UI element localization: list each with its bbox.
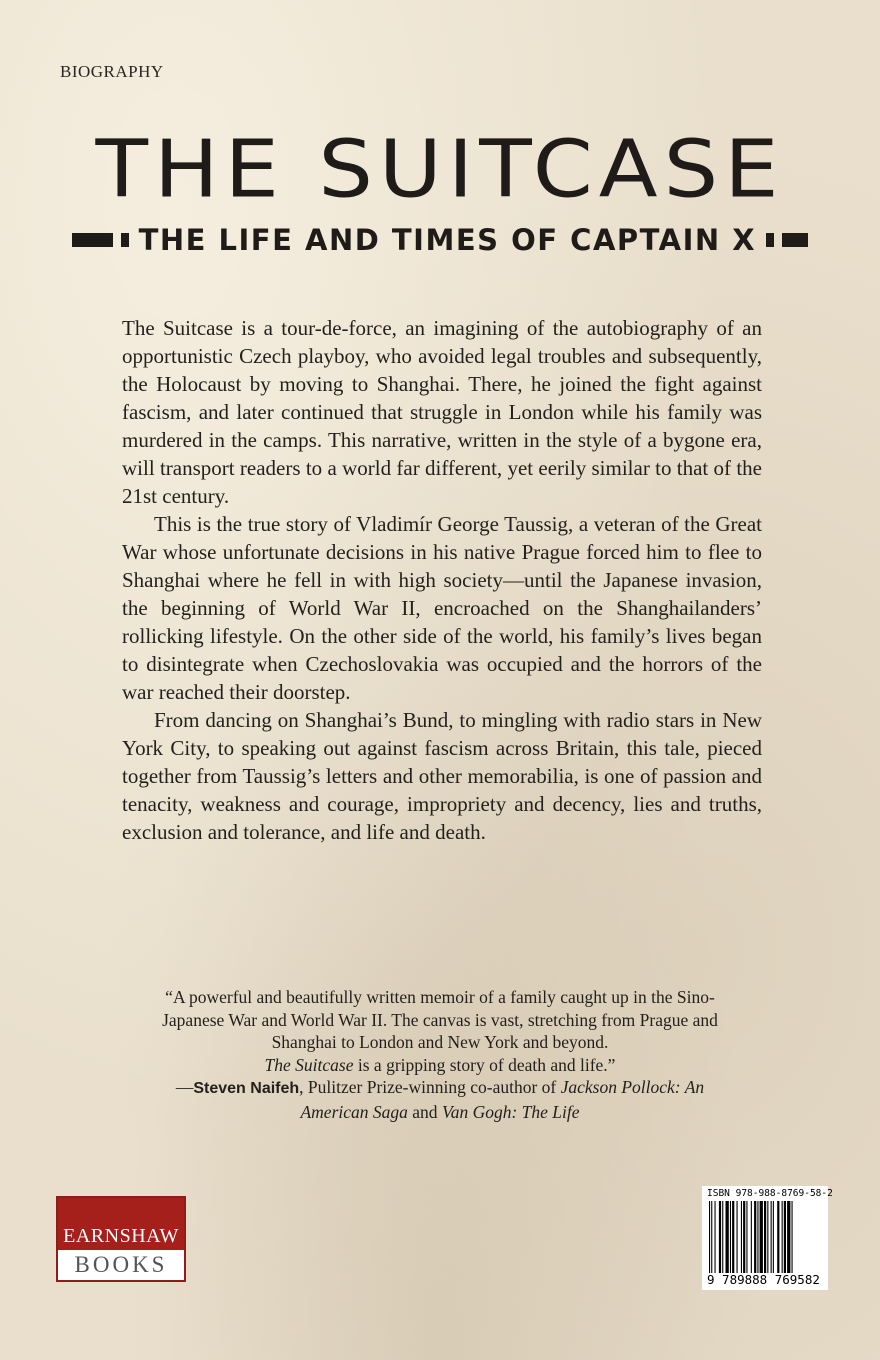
isbn-label: ISBN 978-988-8769-58-2	[707, 1188, 833, 1199]
endorsement-quote	[140, 986, 740, 1123]
publisher-name-top: EARNSHAW	[58, 1198, 184, 1250]
blurb-paragraph: This is the true story of Vladimír George Taussig, a veteran of the Great War whose unfortunate decisions in his native Prague forced him to flee to Shanghai where he fell in with high society—until the Japanese invasion, the beginning of World War II, encroached on the Shanghailanders’ rollicking lifestyle. On the other side of the world, his family’s lives began to disintegrate when Czechoslovakia was occupied and the horrors of the war reached their doorstep.	[122, 512, 762, 704]
blurb-paragraph: From dancing on Shanghai’s Bund, to mingling with radio stars in New York City, to speaking out against fascism across Britain, this tale, pieced together from Taussig’s letters and other memorabilia, is one of passion and tenacity, weakness and courage, impropriety and decency, lies and truths, exclusion and tolerance, and life and death.	[122, 708, 762, 844]
publisher-name-bottom: BOOKS	[74, 1252, 168, 1277]
barcode-digits: 9 789888 769582	[707, 1272, 820, 1287]
endorser-credential: , Pulitzer Prize-winning co-author of	[299, 1077, 561, 1097]
book-subtitle: THE LIFE AND TIMES OF CAPTAIN X	[138, 223, 757, 257]
attribution-dash: —	[175, 1077, 194, 1097]
quote-text: “A powerful and beautifully written memoir of a family caught up in the Sino-Japanese War and World War II. The canvas is vast, stretching from Prague and Shanghai to London and New York and beyond.	[162, 987, 718, 1052]
category-label: BIOGRAPHY	[60, 62, 164, 81]
blurb	[122, 314, 762, 846]
decorative-bar-right	[782, 233, 808, 247]
decorative-bar-left-small	[121, 233, 128, 247]
isbn-barcode	[702, 1186, 833, 1290]
decorative-bar-right-small	[766, 233, 773, 247]
barcode-bars-icon	[707, 1201, 823, 1273]
endorser-name: Steven Naifeh	[193, 1080, 300, 1097]
publisher-logo	[56, 1196, 186, 1282]
endorser-book-1: Jackson Pollock: An American Saga	[300, 1077, 705, 1122]
subtitle-row	[72, 222, 808, 258]
conjunction: and	[407, 1101, 442, 1122]
quote-book-title: The Suitcase	[264, 1054, 354, 1075]
quote-text-end: is a gripping story of death and life.”	[353, 1054, 616, 1075]
book-title: THE SUITCASE	[95, 124, 785, 216]
endorser-book-2: Van Gogh: The Life	[441, 1101, 580, 1122]
blurb-paragraph: The Suitcase is a tour-de-force, an imagining of the autobiography of an opportunistic Czech playboy, who avoided legal troubles and subsequently, the Holocaust by moving to Shanghai. There, he joined the fight against fascism, and later continued that struggle in London while his family was murdered in the camps. This narrative, written in the style of a bygone era, will transport readers to a world far different, yet eerily similar to that of the 21st century.	[122, 316, 762, 508]
decorative-bar-left	[72, 233, 113, 247]
